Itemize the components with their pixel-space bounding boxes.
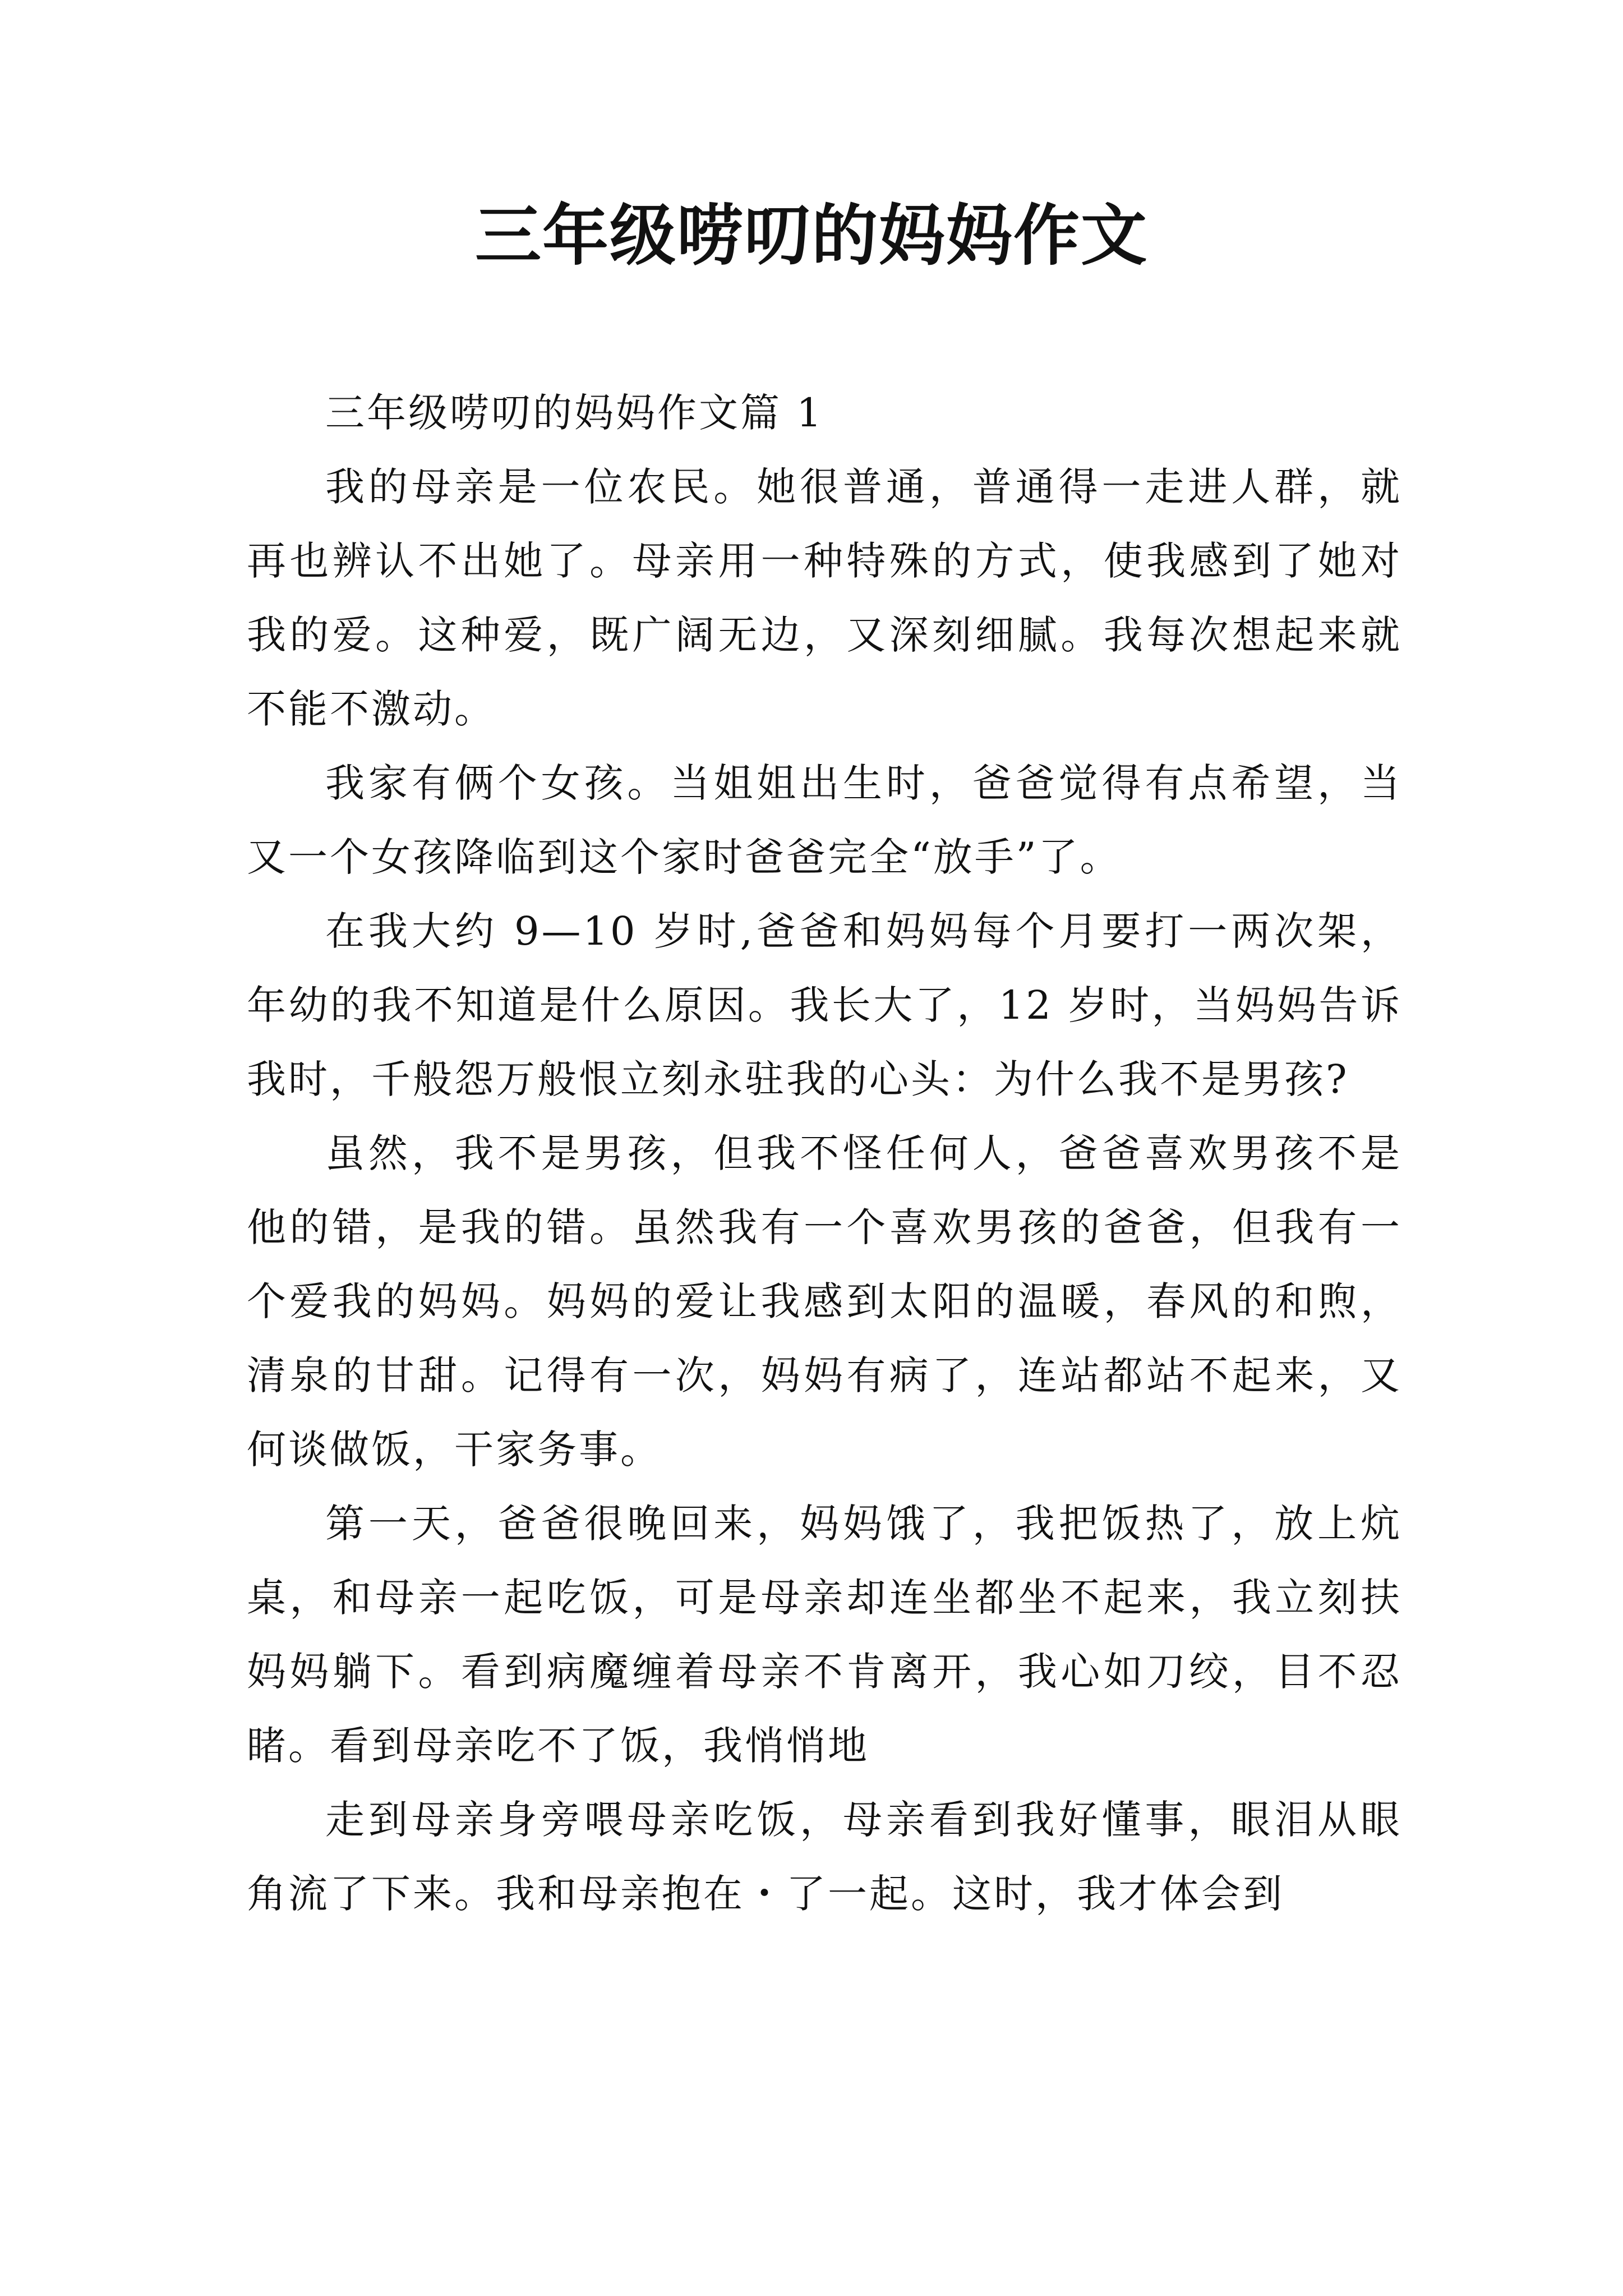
paragraph: 走到母亲身旁喂母亲吃饭，母亲看到我好懂事，眼泪从眼角流了下来。我和母亲抱在・了一起。这时，我才体会到 bbox=[247, 1797, 1402, 1917]
paragraph: 虽然，我不是男孩，但我不怪任何人，爸爸喜欢男孩不是他的错，是我的错。虽然我有一个喜欢男孩的爸爸，但我有一个爱我的妈妈。妈妈的爱让我感到太阳的温暖，春风的和煦，清泉的甘甜。记得有一次，妈妈有病了，连站都站不起来，又何谈做饭，干家务事。 bbox=[247, 1130, 1402, 1473]
document-title: 三年级唠叨的妈妈作文 bbox=[474, 196, 1148, 274]
document-body bbox=[247, 376, 1402, 1931]
paragraph: 在我大约 9—10 岁时,爸爸和妈妈每个月要打一两次架，年幼的我不知道是什么原因。我长大了，12 岁时，当妈妈告诉我时，千般怨万般恨立刻永驻我的心头：为什么我不是男孩? bbox=[247, 908, 1402, 1102]
paragraph: 我家有俩个女孩。当姐姐出生时，爸爸觉得有点希望，当又一个女孩降临到这个家时爸爸完全“放手”了。 bbox=[247, 760, 1402, 880]
paragraph: 我的母亲是一位农民。她很普通，普通得一走进人群，就再也辨认不出她了。母亲用一种特殊的方式，使我感到了她对我的爱。这种爱，既广阔无边，又深刻细腻。我每次想起来就不能不激动。 bbox=[247, 464, 1402, 732]
paragraph: 第一天，爸爸很晚回来，妈妈饿了，我把饭热了，放上炕桌，和母亲一起吃饭，可是母亲却连坐都坐不起来，我立刻扶妈妈躺下。看到病魔缠着母亲不肯离开，我心如刀绞，目不忍睹。看到母亲吃不了饭，我悄悄地 bbox=[247, 1501, 1402, 1769]
section-heading: 三年级唠叨的妈妈作文篇 1 bbox=[325, 390, 824, 436]
